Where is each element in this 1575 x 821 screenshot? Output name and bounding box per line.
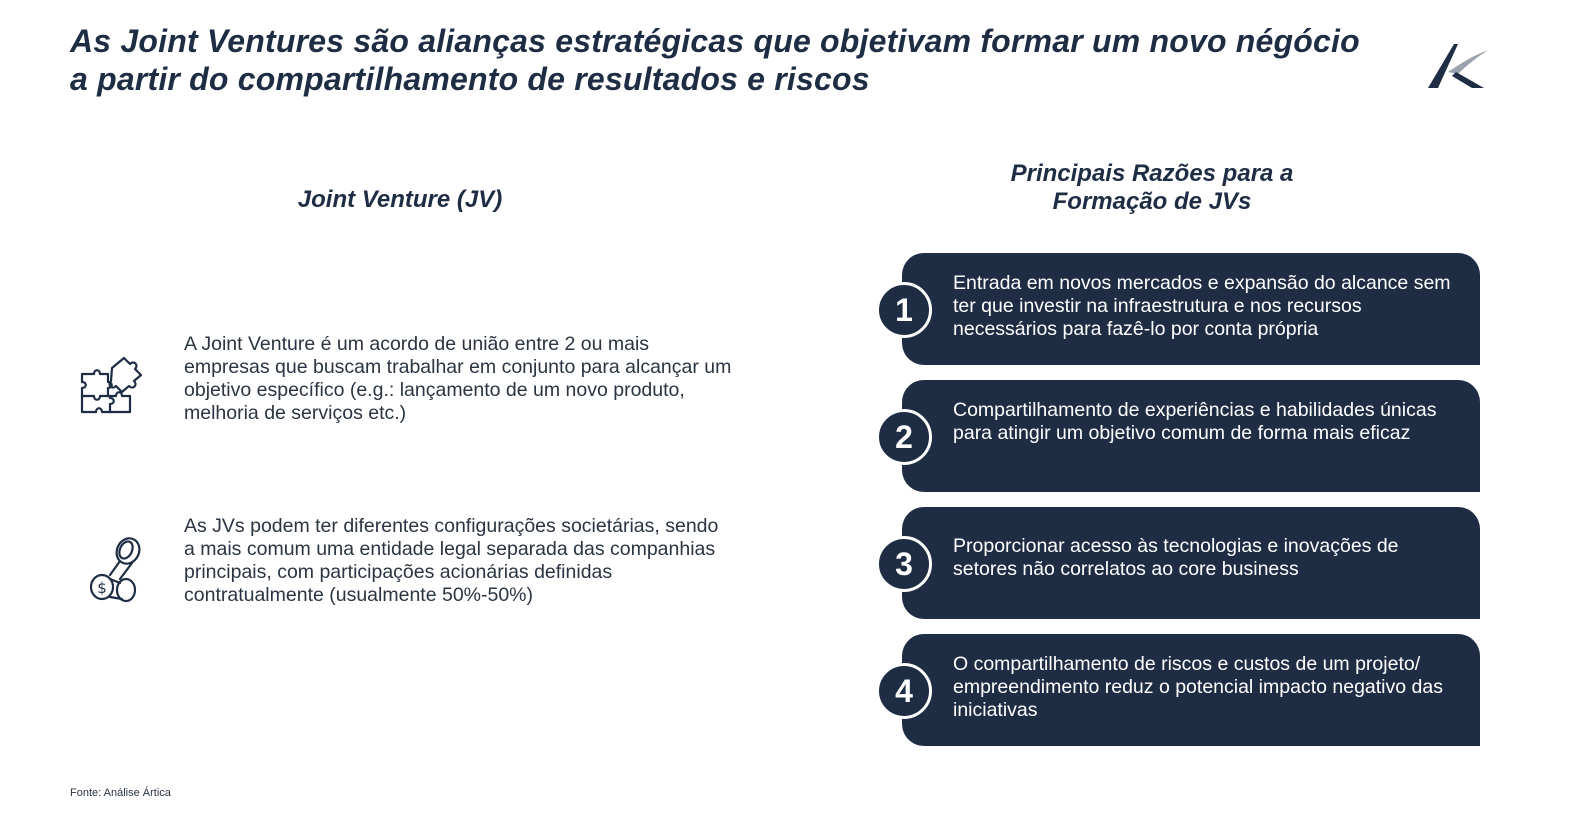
reason-number-badge-1: 1 <box>876 282 932 338</box>
reason-text-4: O compartilhamento de riscos e custos de um projeto/ empreendimento reduz o potencial impacto negativo das iniciativas <box>953 653 1443 721</box>
reason-number-badge-2: 2 <box>876 409 932 465</box>
reasons-heading-line-1: Principais Razões para a <box>1010 160 1294 187</box>
reason-number-badge-3: 3 <box>876 536 932 592</box>
reasons-section-heading <box>940 160 1364 216</box>
jv-definition-text: A Joint Venture é um acordo de união entre 2 ou mais empresas que buscam trabalhar em conjunto para alcançar um objetivo específico (e.g.: lançamento de um novo produto, melhoria de serviços etc.) <box>184 333 732 424</box>
artica-logo-icon <box>1426 38 1490 92</box>
reason-card-2 <box>902 380 1480 492</box>
reason-text-1: Entrada em novos mercados e expansão do alcance sem ter que investir na infraestrutura e nos recursos necessários para fazê-lo por conta própria <box>953 272 1451 340</box>
reason-card-1 <box>902 253 1480 365</box>
jv-structure-text: As JVs podem ter diferentes configurações societárias, sendo a mais comum uma entidade legal separada das companhias principais, com participações acionárias definidas contratualmente (usualmente 50%-50%) <box>184 515 719 606</box>
reasons-heading-line-2: Formação de JVs <box>1052 188 1252 215</box>
reason-text-3: Proporcionar acesso às tecnologias e inovações de setores não correlatos ao core business <box>953 535 1399 580</box>
slide-title: As Joint Ventures são alianças estratégicas que objetivam formar um novo négócio a partir do compartilhamento de resultados e riscos <box>70 23 1360 97</box>
jv-section-heading: Joint Venture (JV) <box>297 186 503 213</box>
reason-card-3 <box>902 507 1480 619</box>
shares-money-icon <box>80 535 156 611</box>
reason-number-badge-4: 4 <box>876 663 932 719</box>
source-note: Fonte: Análise Ártica <box>70 787 171 799</box>
puzzle-icon <box>74 350 150 426</box>
reason-text-2: Compartilhamento de experiências e habilidades únicas para atingir um objetivo comum de forma mais eficaz <box>953 399 1437 444</box>
reason-card-4 <box>902 634 1480 746</box>
svg-text:$: $ <box>97 579 107 597</box>
